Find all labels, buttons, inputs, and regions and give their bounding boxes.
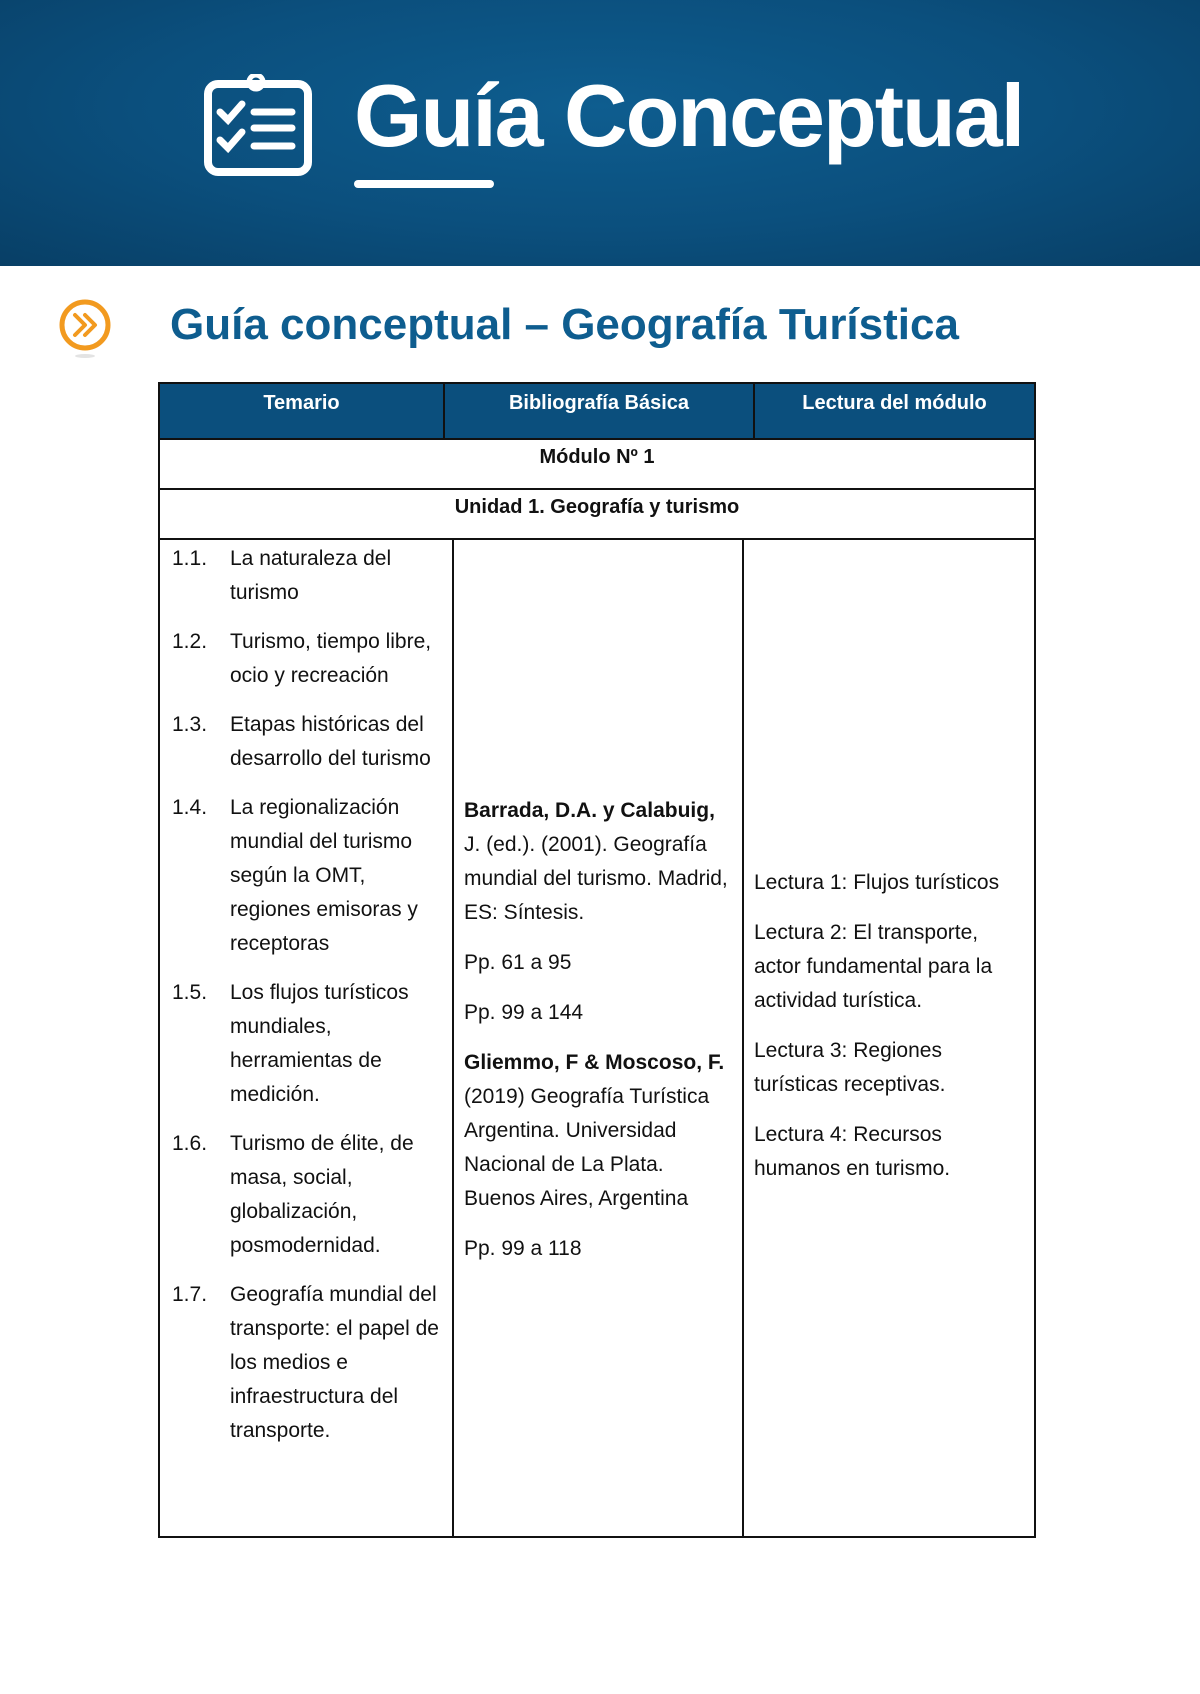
- reading-item: Lectura 3: Regiones turísticas receptivas.: [754, 1039, 946, 1096]
- reference-1: [464, 794, 734, 930]
- topic-item: 1.5. Los flujos turísticos mundiales, herramientas de medición.: [172, 981, 409, 1106]
- unit-row: Unidad 1. Geografía y turismo: [160, 488, 1034, 538]
- module-row: Módulo Nº 1: [160, 438, 1034, 488]
- bibliography-cell: [454, 540, 744, 1536]
- header-temario: Temario: [160, 384, 445, 438]
- topics-cell: [160, 540, 454, 1536]
- double-chevron-icon: [58, 298, 112, 362]
- banner-underline: [354, 180, 494, 188]
- reference-2-author: Gliemmo, F & Moscoso, F.: [464, 1051, 725, 1074]
- reference-2: [464, 1046, 734, 1216]
- header-banner: [0, 0, 1200, 266]
- reading-item: Lectura 1: Flujos turísticos: [754, 871, 1000, 894]
- topic-item: 1.4. La regionalización mundial del turismo según la OMT, regiones emisoras y receptoras: [172, 796, 418, 955]
- readings-cell: [744, 540, 1034, 1536]
- topic-item: 1.2. Turismo, tiempo libre, ocio y recreación: [172, 630, 432, 687]
- header-lectura: Lectura del módulo: [802, 392, 987, 414]
- topic-item: 1.6. Turismo de élite, de masa, social, globalización, posmodernidad.: [172, 1132, 414, 1257]
- table-header: [160, 384, 1034, 438]
- reference-2-details: (2019) Geografía Turística Argentina. Universidad Nacional de La Plata. Buenos Aires, Argentina: [464, 1085, 710, 1210]
- reference-1-author: Barrada, D.A. y Calabuig,: [464, 799, 715, 822]
- banner-title: Guía Conceptual: [354, 66, 1024, 165]
- topic-item: 1.1. La naturaleza del turismo: [172, 547, 392, 604]
- topic-item: 1.3. Etapas históricas del desarrollo del turismo: [172, 713, 431, 770]
- reference-1-details: J. (ed.). (2001). Geografía mundial del turismo. Madrid, ES: Síntesis.: [464, 833, 728, 924]
- page-title: Guía conceptual – Geografía Turística: [170, 300, 959, 349]
- reading-item: Lectura 2: El transporte, actor fundamental para la actividad turística.: [754, 921, 993, 1012]
- reference-1-pages-b: Pp. 99 a 144: [464, 1001, 584, 1024]
- checklist-icon: [202, 74, 322, 194]
- topic-item: 1.7. Geografía mundial del transporte: el papel de los medios e infraestructura del transporte.: [172, 1283, 439, 1442]
- syllabus-table: [158, 382, 1036, 1538]
- reference-2-pages: Pp. 99 a 118: [464, 1237, 582, 1260]
- reference-1-pages-a: Pp. 61 a 95: [464, 951, 572, 974]
- content-row: [160, 538, 1034, 1536]
- header-bibliografia: Bibliografía Básica: [445, 384, 755, 438]
- reading-item: Lectura 4: Recursos humanos en turismo.: [754, 1123, 951, 1180]
